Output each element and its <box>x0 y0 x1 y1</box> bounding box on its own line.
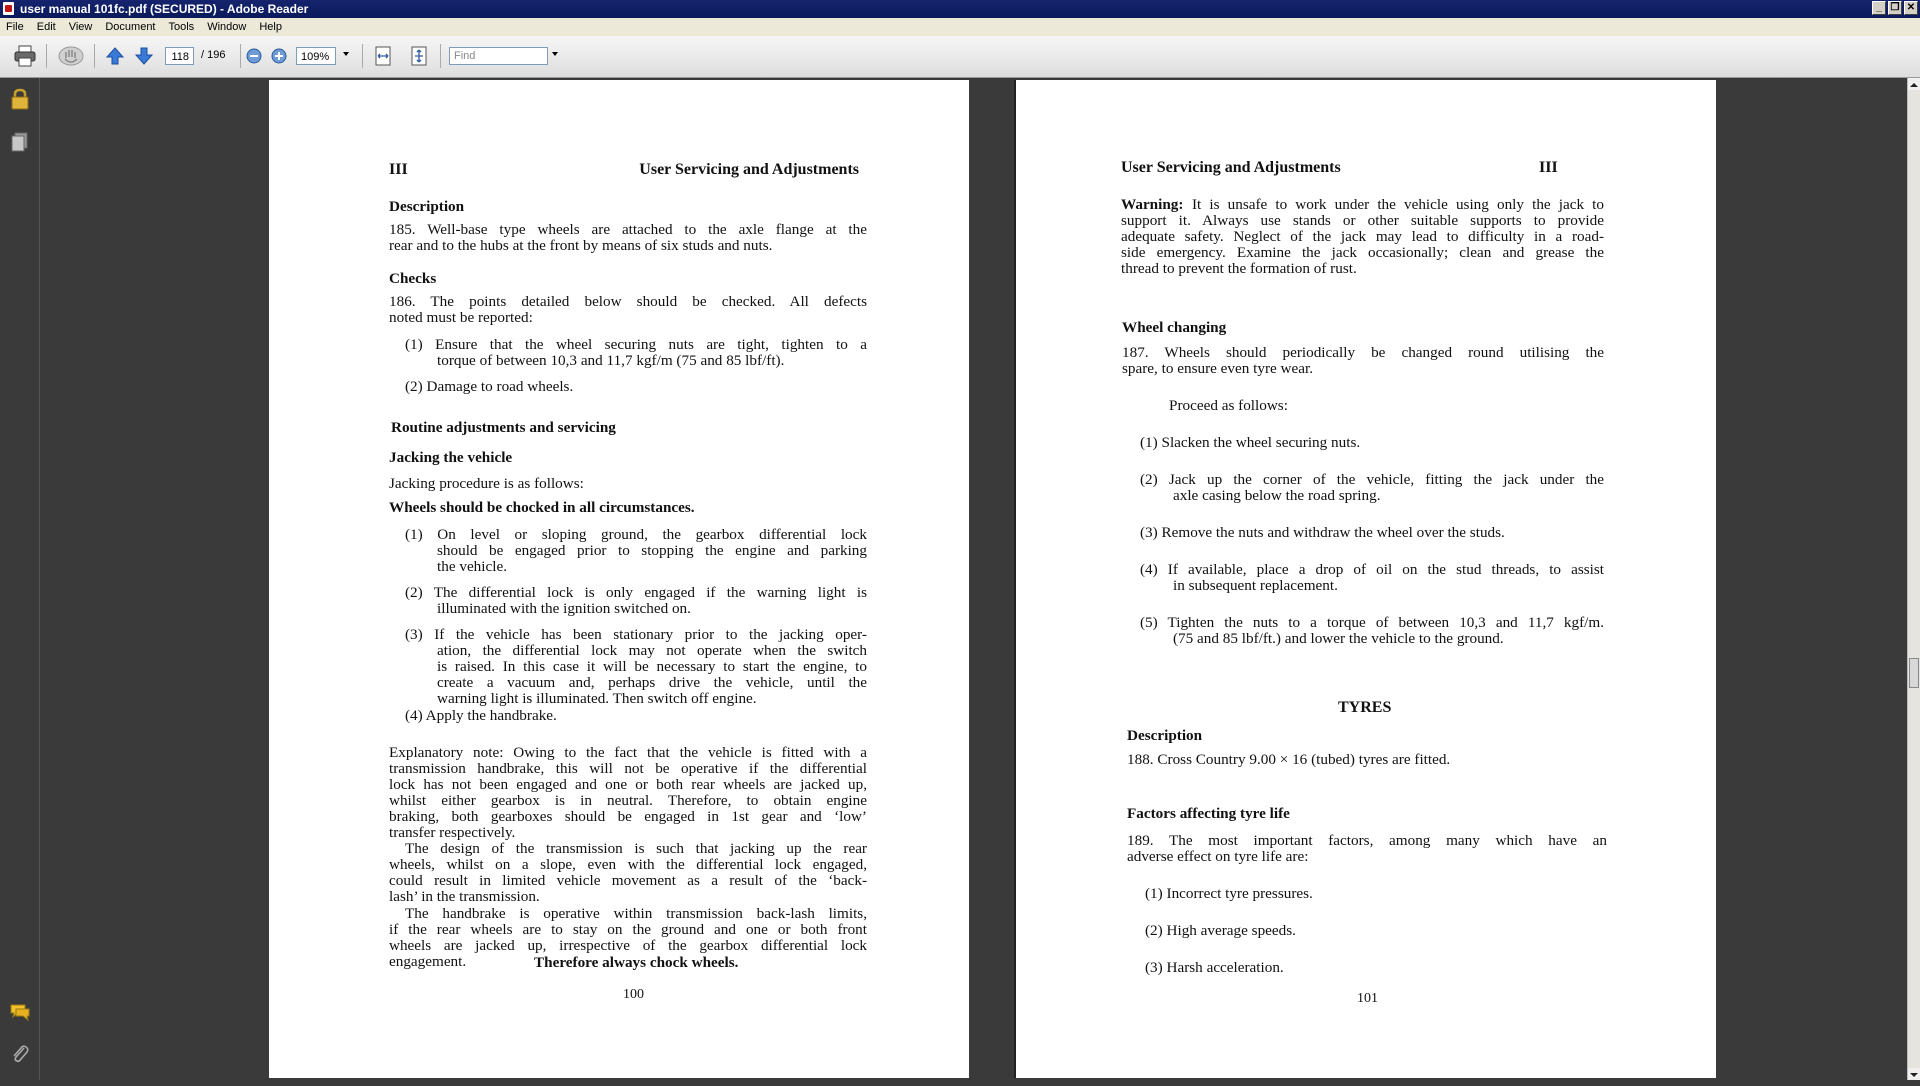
zoom-out-button[interactable] <box>245 45 263 67</box>
paperclip-icon[interactable] <box>9 1043 31 1065</box>
zoom-in-icon <box>271 48 287 64</box>
page-number-input[interactable]: 118 <box>165 47 194 65</box>
menu-file[interactable]: File <box>6 21 24 33</box>
paragraph-line: lash’ in the transmission. <box>389 888 540 905</box>
list-item-continuation: (75 and 85 lbf/ft.) and lower the vehicle to the ground. <box>1173 630 1504 647</box>
list-item: (4) Apply the handbrake. <box>405 707 557 724</box>
list-item: (2) The differential lock is only engaged if the warning light is <box>405 584 867 601</box>
lock-icon[interactable] <box>9 88 31 110</box>
menu-view[interactable]: View <box>68 21 93 33</box>
heading-checks: Checks <box>389 270 437 287</box>
heading-jacking: Jacking the vehicle <box>389 449 513 466</box>
arrow-down-icon <box>134 46 154 66</box>
paragraph-line: It is unsafe to work under the vehicle using only the jack to <box>1192 196 1604 213</box>
list-item: (3) Remove the nuts and withdraw the wheel over the studs. <box>1140 524 1505 541</box>
list-item-continuation: create a vacuum and, perhaps drive the vehicle, until the <box>437 674 867 691</box>
document-viewer[interactable] <box>41 78 1907 1080</box>
heading-description: Description <box>389 198 465 215</box>
paragraph-line: 187. Wheels should periodically be changed round utilising the <box>1122 344 1604 361</box>
page-left <box>269 80 969 1078</box>
list-item: (5) Tighten the nuts to a torque of between 10,3 and 11,7 kgf/m. <box>1140 614 1604 631</box>
paragraph-line: braking, both gearboxes should be engaged in 1st gear and ‘low’ <box>389 808 867 825</box>
paragraph-line: wheels are jacked up, irrespective of the gearbox differential lock <box>389 937 867 954</box>
paragraph-line: if the rear wheels are to stay on the ground and one or both front <box>389 921 867 938</box>
paragraph-line: 185. Well-base type wheels are attached to the axle flange at the <box>389 221 867 238</box>
window-controls <box>1872 1 1918 15</box>
zoom-level-input[interactable]: 109% <box>296 47 336 65</box>
fit-page-icon <box>410 46 428 66</box>
list-item: (1) Incorrect tyre pressures. <box>1145 885 1313 902</box>
list-item-continuation: is raised. In this case it will be necessary to start the engine, to <box>437 658 867 675</box>
zoom-in-button[interactable] <box>270 45 288 67</box>
toolbar-separator <box>94 44 95 68</box>
printer-icon <box>13 45 37 67</box>
toolbar-separator <box>46 44 47 68</box>
warning-line: Therefore always chock wheels. <box>534 954 739 971</box>
list-item-continuation: torque of between 10,3 and 11,7 kgf/m (75 and 85 lbf/ft). <box>437 352 785 369</box>
page-header-section: III <box>1539 159 1558 176</box>
list-item-continuation: ation, the differential lock may not operate when the switch <box>437 642 867 659</box>
paragraph-line: whilst either gearbox is in neutral. Therefore, to obtain engine <box>389 792 867 809</box>
list-item-continuation: the vehicle. <box>437 558 507 575</box>
arrow-up-icon <box>105 46 125 66</box>
paragraph-line: 186. The points detailed below should be checked. All defects <box>389 293 867 310</box>
page-header-title: User Servicing and Adjustments <box>1121 159 1341 176</box>
paragraph-line: noted must be reported: <box>389 309 533 326</box>
heading-wheel-changing: Wheel changing <box>1122 319 1227 336</box>
list-item-continuation: in subsequent replacement. <box>1173 577 1338 594</box>
close-button[interactable]: ✕ <box>1904 1 1918 15</box>
restore-button[interactable]: ❐ <box>1888 1 1902 15</box>
paragraph-line: side emergency. Examine the jack occasionally; clean and grease the <box>1121 244 1604 261</box>
list-item-continuation: illuminated with the ignition switched on. <box>437 600 691 617</box>
fit-width-button[interactable] <box>372 45 394 67</box>
fit-width-icon <box>374 46 392 66</box>
heading-tyre-life: Factors affecting tyre life <box>1127 805 1290 822</box>
comments-icon[interactable] <box>9 1001 31 1023</box>
navigation-pane <box>0 78 40 1080</box>
list-item: (3) Harsh acceleration. <box>1145 959 1284 976</box>
paragraph-line: spare, to ensure even tyre wear. <box>1122 360 1314 377</box>
window-title: user manual 101fc.pdf (SECURED) - Adobe Reader <box>20 2 309 16</box>
toolbar-separator <box>440 44 441 68</box>
vertical-scrollbar[interactable] <box>1907 78 1920 1080</box>
scroll-up-arrow-icon <box>1908 79 1920 91</box>
paragraph-line: thread to prevent the formation of rust. <box>1121 260 1357 277</box>
paragraph-line: rear and to the hubs at the front by means of six studs and nuts. <box>389 237 773 254</box>
find-input[interactable]: Find <box>449 47 548 65</box>
paragraph-line: transfer respectively. <box>389 824 516 841</box>
pages-icon[interactable] <box>9 131 31 153</box>
paragraph-line: could result in limited vehicle movement as a result of the ‘back- <box>389 872 867 889</box>
page-right <box>1016 80 1716 1078</box>
warning-label: Warning: <box>1121 196 1184 213</box>
list-item-continuation: axle casing below the road spring. <box>1173 487 1381 504</box>
paragraph-line: support it. Always use stands or other suitable supports to provide <box>1121 212 1604 229</box>
menu-document[interactable]: Document <box>105 21 156 33</box>
warning-line: Wheels should be chocked in all circumstances. <box>389 499 695 516</box>
scroll-up-button[interactable] <box>1908 78 1920 90</box>
adobe-reader-icon <box>3 2 14 15</box>
paragraph-line: The handbrake is operative within transmission back-lash limits, <box>405 905 867 922</box>
page-header-section: III <box>389 161 408 178</box>
paragraph-line: 188. Cross Country 9.00 × 16 (tubed) tyres are fitted. <box>1127 751 1451 768</box>
page-header-title: User Servicing and Adjustments <box>639 161 859 178</box>
heading-routine-adjustments: Routine adjustments and servicing <box>391 419 616 436</box>
page-number: 100 <box>623 987 644 1002</box>
toolbar <box>0 36 1920 78</box>
list-item: (4) If available, place a drop of oil on the stud threads, to assist <box>1140 561 1604 578</box>
list-item: (2) Damage to road wheels. <box>405 378 574 395</box>
previous-page-button[interactable] <box>104 45 126 67</box>
list-item: (3) If the vehicle has been stationary prior to the jacking oper- <box>405 626 867 643</box>
print-button[interactable] <box>12 45 38 67</box>
paragraph-line: lock has not been engaged and one or both rear wheels are jacked up, <box>389 776 867 793</box>
paragraph-line: wheels, whilst on a slope, even with the differential lock engaged, <box>389 856 867 873</box>
list-item: (2) High average speeds. <box>1145 922 1296 939</box>
paragraph-line: transmission handbrake, this will not be operative if the differential <box>389 760 867 777</box>
scroll-down-button[interactable] <box>1908 1068 1920 1080</box>
menu-edit[interactable]: Edit <box>36 21 56 33</box>
explanatory-note-line: Explanatory note: Owing to the fact that the vehicle is fitted with a <box>389 744 867 761</box>
list-item: (1) Slacken the wheel securing nuts. <box>1140 434 1361 451</box>
heading-tyres: TYRES <box>1338 699 1392 716</box>
paragraph-line: The design of the transmission is such that jacking up the rear <box>405 840 867 857</box>
list-item-continuation: warning light is illuminated. Then switch off engine. <box>437 690 757 707</box>
title-bar <box>0 0 1920 18</box>
list-item: (2) Jack up the corner of the vehicle, fitting the jack under the <box>1140 471 1604 488</box>
minimize-button[interactable]: _ <box>1872 1 1886 15</box>
fit-page-button[interactable] <box>408 45 430 67</box>
menu-help[interactable]: Help <box>259 21 282 33</box>
scrollbar-thumb[interactable] <box>1909 658 1919 688</box>
paragraph-line: 189. The most important factors, among many which have an <box>1127 832 1607 849</box>
menu-window[interactable]: Window <box>207 21 247 33</box>
heading-description: Description <box>1127 727 1203 744</box>
paragraph-line: Jacking procedure is as follows: <box>389 475 584 492</box>
list-item: (1) Ensure that the wheel securing nuts are tight, tighten to a <box>405 336 867 353</box>
page-number: 101 <box>1357 991 1378 1006</box>
paragraph-line: adverse effect on tyre life are: <box>1127 848 1309 865</box>
page-total: / 196 <box>201 49 226 61</box>
menu-bar <box>0 18 1920 36</box>
find-dropdown-arrow-icon[interactable] <box>552 52 558 56</box>
list-item-continuation: should be engaged prior to stopping the engine and parking <box>437 542 867 559</box>
toolbar-separator <box>362 44 363 68</box>
list-item: (1) On level or sloping ground, the gearbox differential lock <box>405 526 867 543</box>
zoom-dropdown-arrow-icon[interactable] <box>343 52 349 56</box>
toolbar-separator <box>240 44 241 68</box>
paragraph-line: Proceed as follows: <box>1169 397 1288 414</box>
menu-tools[interactable]: Tools <box>168 21 195 33</box>
zoom-out-icon <box>246 48 262 64</box>
hand-tool-button[interactable] <box>56 45 86 67</box>
hand-icon <box>57 45 85 67</box>
scroll-down-arrow-icon <box>1908 1069 1920 1081</box>
paragraph-line: adequate safety. Neglect of the jack may lead to difficulty in a road- <box>1121 228 1604 245</box>
paragraph-line: engagement. <box>389 953 467 970</box>
next-page-button[interactable] <box>133 45 155 67</box>
